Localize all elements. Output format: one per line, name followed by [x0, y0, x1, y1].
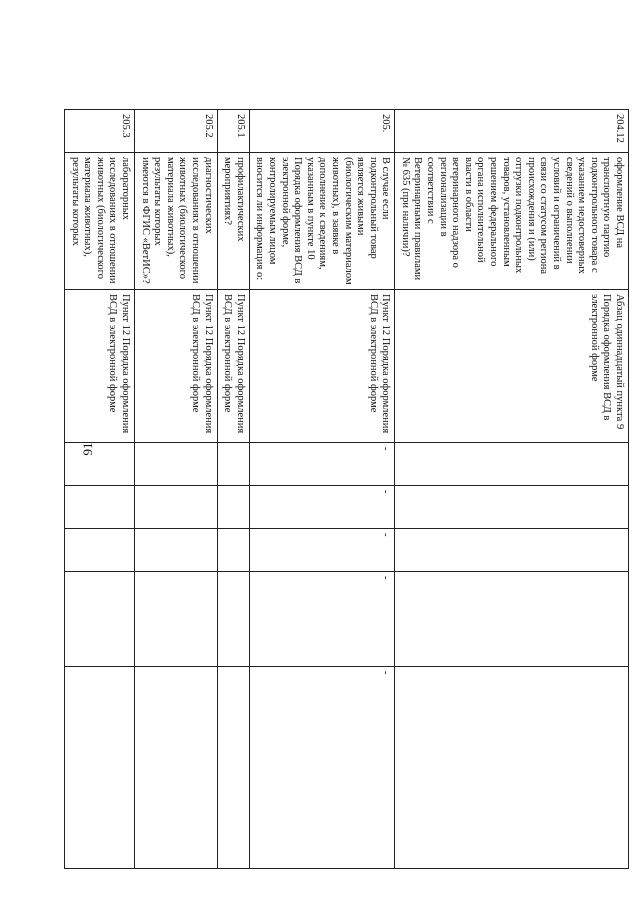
- row-number: 205.1: [217, 110, 249, 153]
- question-cell: лабораторных исследованиях в отношении животных (биологического материала животных), результаты которых: [65, 153, 135, 290]
- table-row: [217, 110, 249, 869]
- notes-cell-1: [65, 572, 135, 667]
- row-number: 204.12: [395, 110, 629, 153]
- reference-cell: Пункт 12 Порядка оформления ВСД в электронной форме: [135, 290, 218, 443]
- answer-cell-yes: [135, 443, 218, 486]
- answer-cell-no: [217, 486, 249, 529]
- answer-cell-na: [217, 529, 249, 572]
- table-row: [249, 110, 395, 869]
- table-row: [395, 110, 629, 869]
- page-number: 91: [80, 442, 95, 456]
- row-number: 205.: [249, 110, 395, 153]
- notes-cell-1: [217, 572, 249, 667]
- table-row: [135, 110, 218, 869]
- question-cell: диагностических исследованиях в отношении животных (биологического материала животных), результаты которых имеются в ФГИС «ВетИС»?: [135, 153, 218, 290]
- answer-cell-yes: [217, 443, 249, 486]
- answer-cell-na: -: [249, 529, 395, 572]
- notes-cell-2: [135, 667, 218, 869]
- answer-cell-no: -: [249, 486, 395, 529]
- answer-cell-yes: -: [249, 443, 395, 486]
- answer-cell-no: [135, 486, 218, 529]
- notes-cell-2: [217, 667, 249, 869]
- answer-cell-na: [135, 529, 218, 572]
- row-number: 205.2: [135, 110, 218, 153]
- question-cell: оформление ВСД на транспортную партию подконтрольного товара с указанием недостоверных сведений о выполнении условий и ограничений в связи со статусом региона происхождения и (или) отгрузки подконтрольных товаров, установленным решением федерального органа исполнительной власти в области ветеринарного надзора о регионализации в соответствии с Ветеринарными правилами № 635 (при наличии)?: [395, 153, 629, 290]
- notes-cell-2: -: [249, 667, 395, 869]
- answer-cell-yes: [65, 443, 135, 486]
- table-row: [65, 110, 135, 869]
- reference-cell: Пункт 12 Порядка оформления ВСД в электронной форме: [217, 290, 249, 443]
- answer-cell-na: [65, 529, 135, 572]
- notes-cell-1: [395, 572, 629, 667]
- notes-cell-2: [65, 667, 135, 869]
- reference-cell: Пункт 12 Порядка оформления ВСД в электронной форме: [249, 290, 395, 443]
- row-number: 205.3: [65, 110, 135, 153]
- notes-cell-1: [135, 572, 218, 667]
- notes-cell-1: -: [249, 572, 395, 667]
- notes-cell-2: [395, 667, 629, 869]
- answer-cell-na: [395, 529, 629, 572]
- reference-cell: Абзац одиннадцатый пункта 9 Порядка оформления ВСД в электронной форме: [395, 290, 629, 443]
- answer-cell-no: [65, 486, 135, 529]
- question-cell: профилактических мероприятиях?: [217, 153, 249, 290]
- answer-cell-yes: [395, 443, 629, 486]
- rotated-table-wrapper: [69, 109, 629, 869]
- inspection-table: [64, 109, 629, 869]
- answer-cell-no: [395, 486, 629, 529]
- reference-cell: Пункт 12 Порядка оформления ВСД в электронной форме: [65, 290, 135, 443]
- question-cell: В случае если подконтрольный товар является живыми (биологическим материалом животных), в заявке в дополнение к сведениям, указанным в пункте 10 Порядка оформления ВСД в электронной форме, контролируемым лицом вносится ли информация о:: [249, 153, 395, 290]
